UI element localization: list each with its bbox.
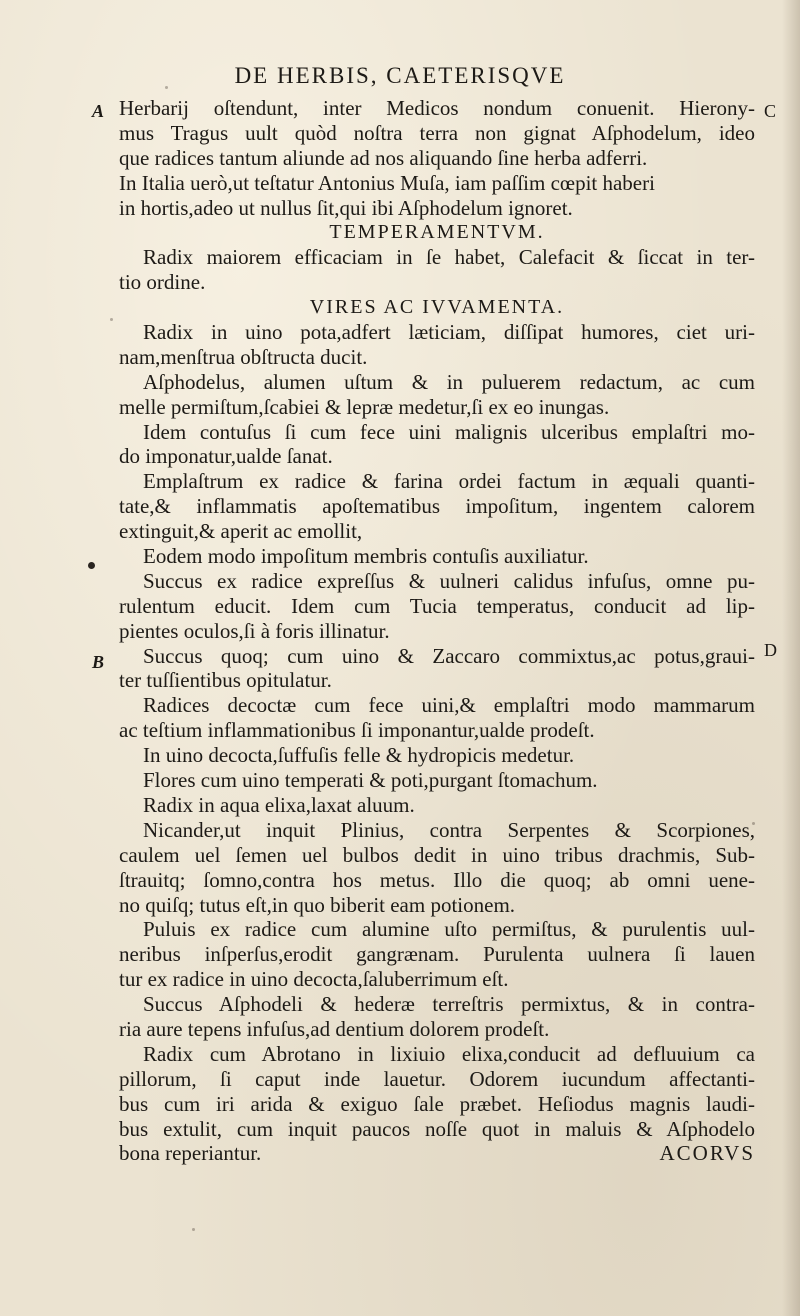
margin-letter-a: A — [92, 101, 105, 121]
text-line: Emplaſtrum ex radice & farina ordei factum in æquali quanti- — [143, 469, 755, 494]
text-line: Succus quoq; cum uino & Zaccaro commixtus,ac potus,graui- — [143, 643, 755, 668]
text-line: Radix in uino pota,adfert læticiam, diſſipat humores, ciet uri- — [143, 320, 755, 345]
text-line: do imponatur,ualde ſanat. — [119, 444, 333, 469]
text-line: In uino decocta,ſuffuſis felle & hydropicis medetur. — [143, 743, 575, 768]
text-line: pillorum, ſi caput inde lauetur. Odorem iucundum affectanti- — [119, 1066, 755, 1091]
text-line: neribus inſperſus,erodit gangrænam. Purulenta uulnera ſi lauen — [119, 942, 755, 967]
section-heading: VIRES AC IVVAMENTA. — [309, 296, 565, 319]
text-line: ac teſtium inflammationibus ſi imponantur,ualde prodeſt. — [119, 718, 595, 743]
text-line: In Italia uerò,ut teſtatur Antonius Muſa, iam paſſim cœpit haberi — [119, 170, 655, 195]
text-line: Aſphodelus, alumen uſtum & in puluerem redactum, ac cum — [143, 369, 755, 394]
text-line: Succus ex radice expreſſus & uulneri calidus infuſus, omne pu- — [143, 568, 755, 593]
page-edge-shadow — [782, 0, 800, 1316]
text-line: caulem uel ſemen uel bulbos dedit in uino tribus drachmis, Sub- — [119, 842, 755, 867]
text-line: bona reperiantur. — [119, 1141, 262, 1166]
text-line: tio ordine. — [119, 270, 206, 295]
text-line: Flores cum uino temperati & poti,purgant ſtomachum. — [143, 768, 598, 793]
text-line: Radices decoctæ cum fece uini,& emplaſtri modo mammarum — [143, 693, 755, 718]
text-line: rulentum educit. Idem cum Tucia temperatus, conducit ad lip- — [119, 593, 755, 618]
text-line: ria aure tepens infuſus,ad dentium dolorem prodeſt. — [119, 1016, 550, 1041]
text-line: ter tuſſientibus opitulatur. — [119, 668, 332, 693]
text-line: Idem contuſus ſi cum fece uini malignis ulceribus emplaſtri mo- — [143, 419, 755, 444]
page-text — [119, 96, 755, 1166]
catchword: ACORVS — [659, 1141, 755, 1166]
text-line: mus Tragus uult quòd noſtra terra non gignat Aſphodelum, ideo — [119, 120, 755, 145]
margin-letter-d: D — [764, 640, 777, 660]
text-line: tate,& inflammatis apoſtematibus impoſitum, ingentem calorem — [119, 494, 755, 519]
margin-bullet — [88, 562, 95, 569]
text-line: extinguit,& aperit ac emollit, — [119, 519, 363, 544]
text-line: in hortis,adeo ut nullus ſit,qui ibi Aſphodelum ignoret. — [119, 195, 573, 220]
ink-speck — [165, 86, 168, 89]
text-line: Herbarij oſtendunt, inter Medicos nondum conuenit. Hierony- — [119, 96, 755, 120]
margin-letter-c: C — [764, 101, 777, 121]
text-line: bus extulit, cum inquit paucos noſſe quot in maluis & Aſphodelo — [119, 1116, 755, 1141]
text-line: que radices tantum aliunde ad nos aliquando ſine herba adferri. — [119, 145, 648, 170]
ink-speck — [192, 1228, 195, 1231]
text-line: no quiſq; tutus eſt,in quo biberit eam potionem. — [119, 892, 516, 917]
text-line: Radix in aqua elixa,laxat aluum. — [143, 792, 415, 817]
text-line: bus cum iri arida & exiguo ſale præbet. Heſiodus magnis laudi- — [119, 1091, 755, 1116]
text-line: ſtrauitq; ſomno,contra hos metus. Illo die quoq; ab omni uene- — [119, 867, 755, 892]
text-line: melle permiſtum,ſcabiei & lepræ medetur,ſi ex eo inungas. — [119, 394, 610, 419]
running-head: DE HERBIS, CAETERISQVE — [234, 63, 566, 88]
text-line: nam,menſtrua obſtructa ducit. — [119, 344, 368, 369]
text-line: Succus Aſphodeli & hederæ terreſtris permixtus, & in contra- — [143, 992, 755, 1017]
margin-letter-b: B — [92, 652, 105, 672]
text-line: pientes oculos,ſi à foris illinatur. — [119, 618, 390, 643]
text-line: Eodem modo impoſitum membris contuſis auxiliatur. — [143, 544, 589, 569]
text-line: Radix cum Abrotano in lixiuio elixa,conducit ad defluuium ca — [143, 1041, 755, 1066]
text-line: Puluis ex radice cum alumine uſto permiſtus, & purulentis uul- — [143, 917, 755, 942]
text-line: Nicander,ut inquit Plinius, contra Serpentes & Scorpiones, — [143, 817, 755, 842]
section-heading: TEMPERAMENTVM. — [329, 221, 545, 244]
ink-speck — [110, 318, 113, 321]
text-line: tur ex radice in uino decocta,ſaluberrimum eſt. — [119, 967, 509, 992]
text-line-with-catchword — [119, 1141, 755, 1166]
text-line: Radix maiorem efficaciam in ſe habet, Calefacit & ſiccat in ter- — [143, 245, 755, 270]
